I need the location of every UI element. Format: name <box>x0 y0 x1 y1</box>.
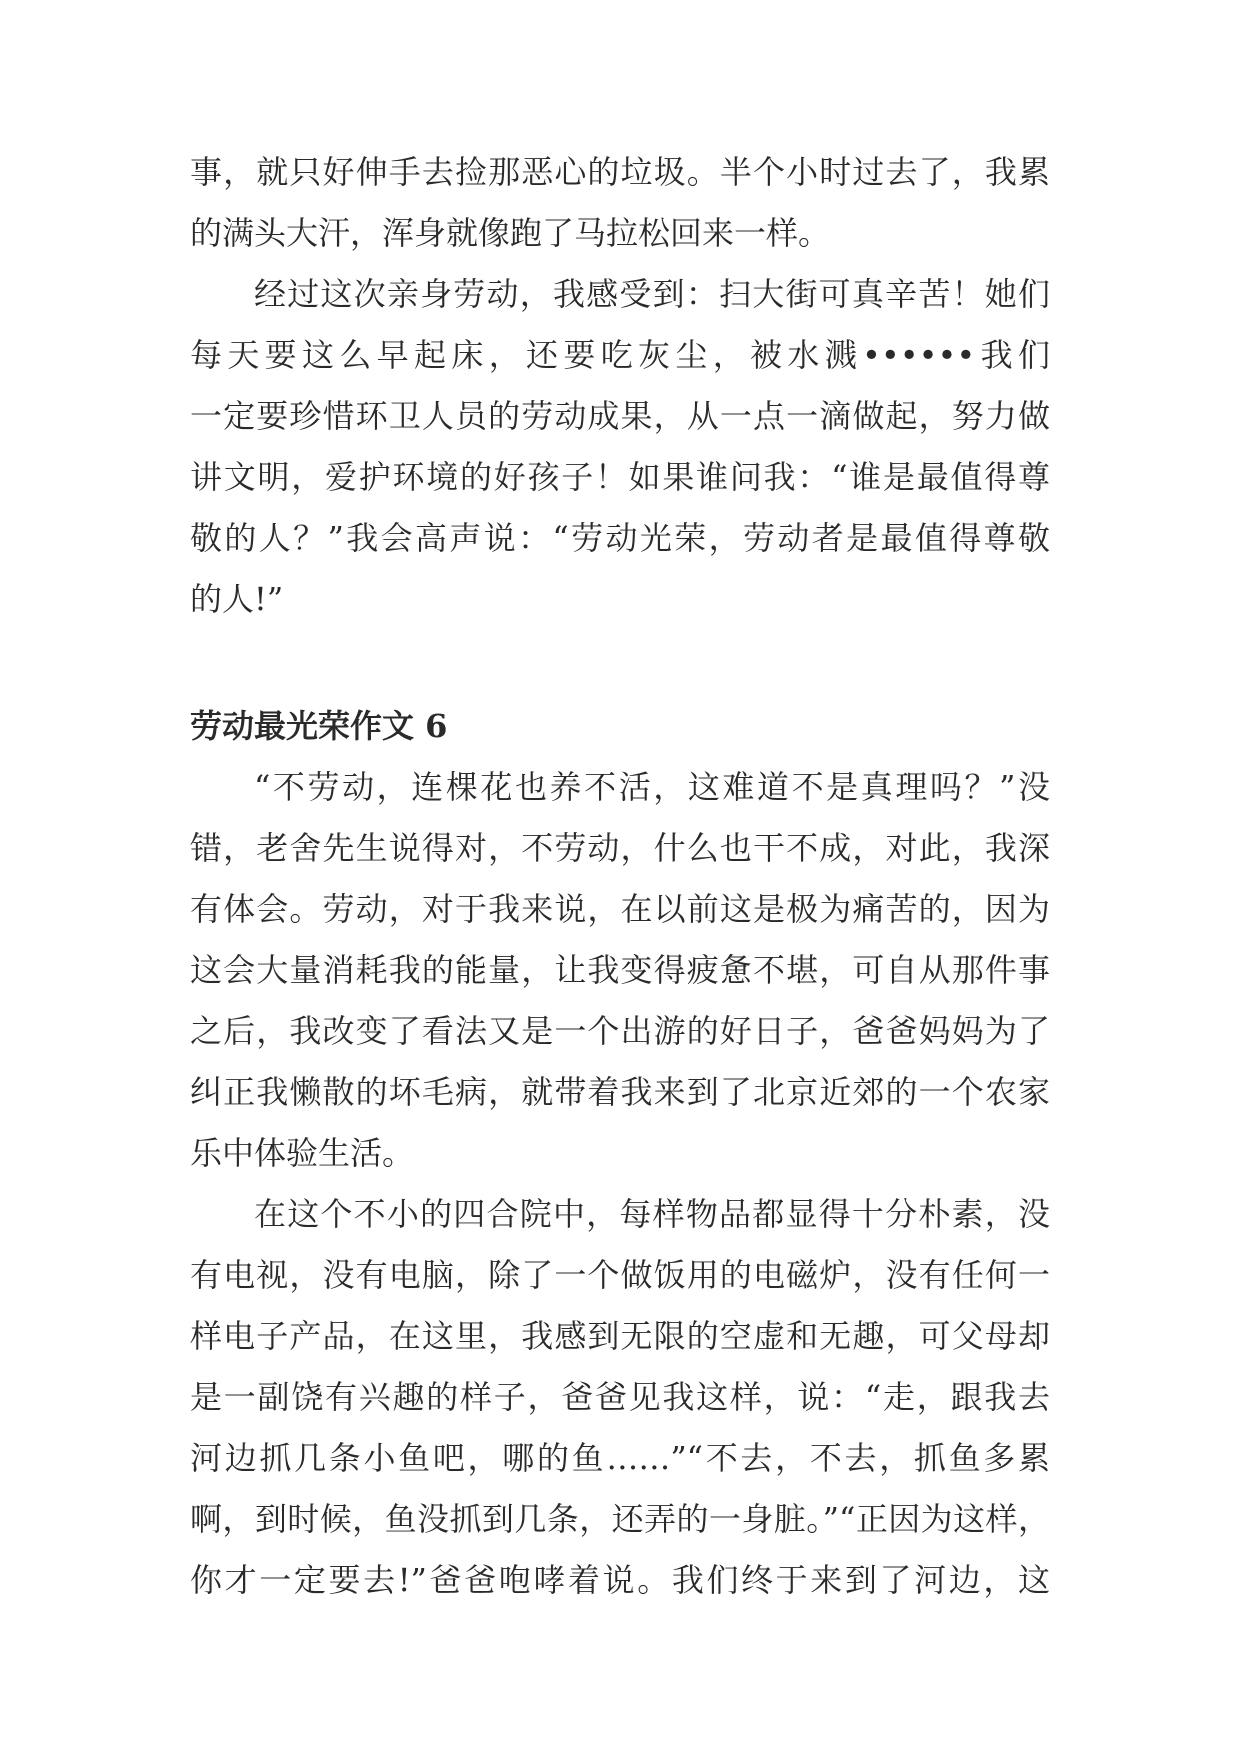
paragraph-line: 这会大量消耗我的能量，让我变得疲惫不堪，可自从那件事 <box>190 951 1050 989</box>
paragraph-line: 啊，到时候，鱼没抓到几条，还弄的一身脏。”“正因为这样， <box>190 1500 1050 1538</box>
paragraph-line: 乐中体验生活。 <box>190 1134 415 1172</box>
paragraph-line: 的满头大汗，浑身就像跑了马拉松回来一样。 <box>190 214 831 252</box>
paragraph-line: 经过这次亲身劳动，我感受到：扫大街可真辛苦！她们 <box>254 275 1050 313</box>
paragraph-line: 的人!” <box>190 580 284 618</box>
paragraph-line: 在这个不小的四合院中，每样物品都显得十分朴素，没 <box>254 1195 1050 1233</box>
paragraph-line: “不劳动，连棵花也养不活，这难道不是真理吗？”没 <box>254 768 1050 806</box>
paragraph-line: 样电子产品，在这里，我感到无限的空虚和无趣，可父母却 <box>190 1317 1050 1355</box>
paragraph-line: 事，就只好伸手去捡那恶心的垃圾。半个小时过去了，我累 <box>190 153 1050 191</box>
paragraph-line: 讲文明，爱护环境的好孩子！如果谁问我：“谁是最值得尊 <box>190 458 1050 496</box>
paragraph-line: 之后，我改变了看法又是一个出游的好日子，爸爸妈妈为了 <box>190 1012 1050 1050</box>
paragraph-line: 有电视，没有电脑，除了一个做饭用的电磁炉，没有任何一 <box>190 1256 1050 1294</box>
paragraph-line: 河边抓几条小鱼吧，哪的鱼……”“不去，不去，抓鱼多累 <box>190 1439 1050 1477</box>
paragraph-line: 是一副饶有兴趣的样子，爸爸见我这样，说：“走，跟我去 <box>190 1378 1050 1416</box>
paragraph-line: 一定要珍惜环卫人员的劳动成果，从一点一滴做起，努力做 <box>190 397 1050 435</box>
paragraph-line: 你才一定要去!”爸爸咆哮着说。我们终于来到了河边，这 <box>190 1561 1050 1599</box>
paragraph-line: 每天要这么早起床，还要吃灰尘，被水溅••••••我们 <box>190 336 1050 374</box>
paragraph-line: 有体会。劳动，对于我来说，在以前这是极为痛苦的，因为 <box>190 890 1050 928</box>
paragraph-line: 敬的人？”我会高声说：“劳动光荣，劳动者是最值得尊敬 <box>190 519 1050 557</box>
section-heading: 劳动最光荣作文 6 <box>190 707 448 745</box>
paragraph-line: 纠正我懒散的坏毛病，就带着我来到了北京近郊的一个农家 <box>190 1073 1050 1111</box>
paragraph-line: 错，老舍先生说得对，不劳动，什么也干不成，对此，我深 <box>190 829 1050 867</box>
